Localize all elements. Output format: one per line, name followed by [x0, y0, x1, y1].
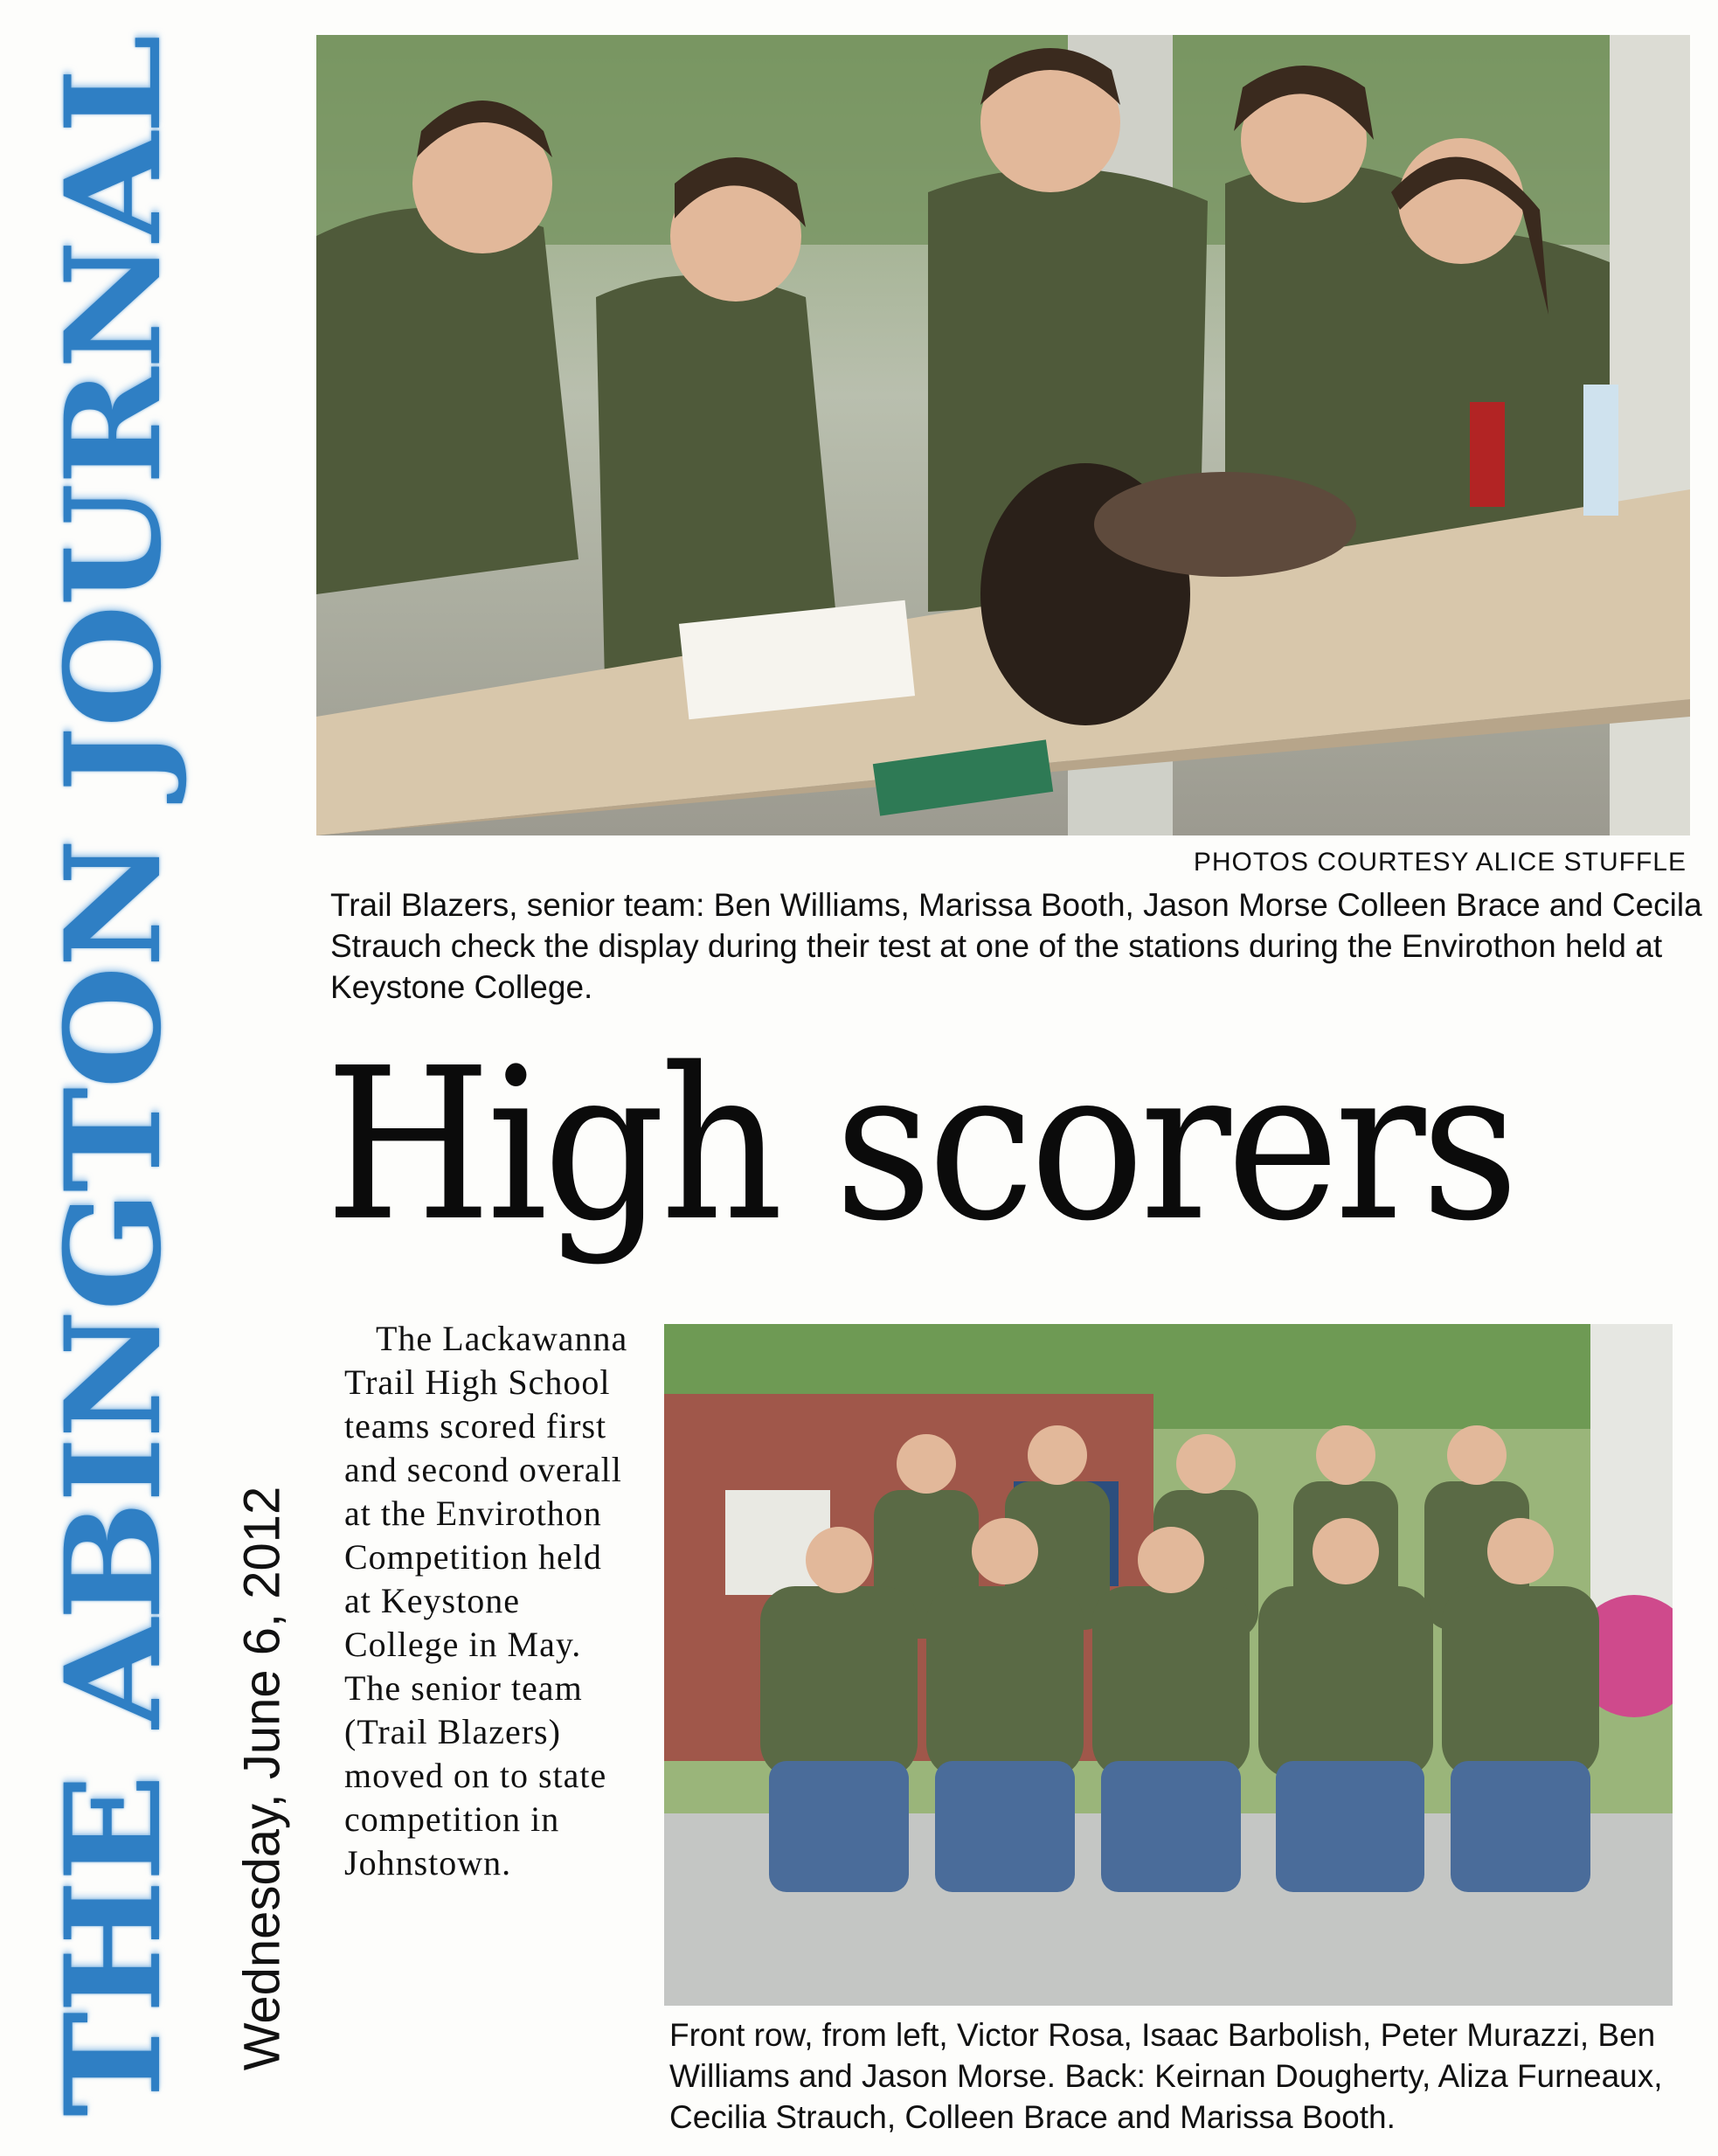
top-photo	[316, 35, 1690, 835]
dateline: Wednesday, June 6, 2012	[233, 1486, 291, 2071]
bottom-photo-caption: Front row, from left, Victor Rosa, Isaac Barbolish, Peter Murazzi, Ben Williams and Jason Morse. Back: Keirnan Dougherty, Aliza Furneaux, Cecilia Strauch, Colleen Brace and Marissa Booth.	[669, 2017, 1663, 2135]
group-photo-icon	[664, 1324, 1673, 2006]
top-photo-caption: Trail Blazers, senior team: Ben Williams, Marissa Booth, Jason Morse Colleen Brace and Cecila Strauch check the display during their test at one of the stations during the Envirothon held at Keystone College.	[330, 887, 1702, 1005]
headline: High scorers	[325, 1023, 1514, 1267]
team-at-table-photo-icon	[316, 35, 1690, 835]
masthead-title: THE ABINGTON JOURNAL	[37, 36, 191, 2118]
story-body: The Lackawanna Trail High School teams scored first and second overall at the Envirothon Competition held at Keystone College in May. The senior team (Trail Blazers) moved on to state competition in Johnstown.	[344, 1319, 628, 1882]
bottom-photo	[664, 1324, 1673, 2006]
masthead	[0, 0, 227, 2156]
photo-credit: PHOTOS COURTESY ALICE STUFFLE	[1193, 848, 1687, 877]
